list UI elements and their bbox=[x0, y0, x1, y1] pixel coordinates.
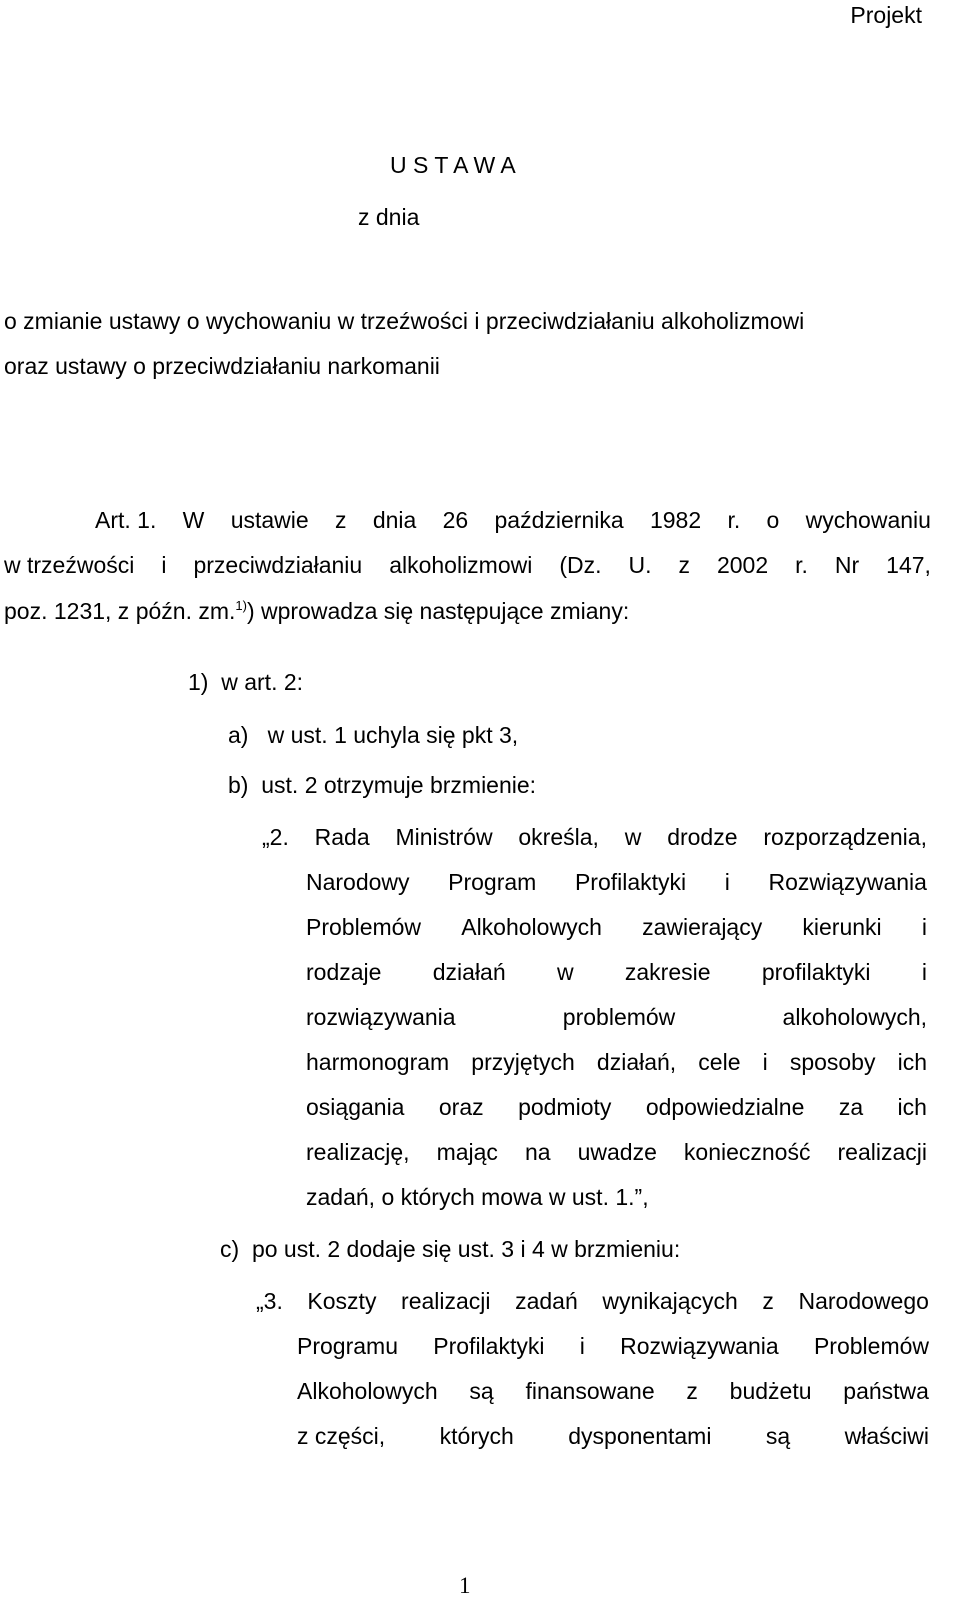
art1-line-1-word: z bbox=[335, 507, 347, 533]
ust2-line-2-word: Profilaktyki bbox=[574, 869, 687, 895]
ust3-line-3-word: Alkoholowych bbox=[297, 1378, 438, 1404]
ust2-line-2-word: i bbox=[724, 869, 730, 895]
ust3-line-1-word: Narodowego bbox=[798, 1288, 929, 1314]
act-title: U S T A W A bbox=[390, 152, 516, 178]
point-1: 1) w art. 2: bbox=[188, 669, 304, 695]
ust2-line-7-word: ich bbox=[897, 1094, 927, 1120]
art1-line-1-word: ustawie bbox=[230, 507, 309, 533]
art1-line-1 bbox=[95, 505, 931, 535]
art1-line-2-word: w trzeźwości bbox=[4, 552, 135, 578]
ust3-line-1-word: z bbox=[762, 1288, 774, 1314]
art1-line-2-word: 147, bbox=[886, 552, 931, 578]
art1-line-1-word: 1982 bbox=[649, 507, 702, 533]
art1-line-2-word: (Dz. bbox=[559, 552, 602, 578]
art1-line-1-word: wychowaniu bbox=[805, 507, 931, 533]
page-number: 1 bbox=[459, 1573, 471, 1598]
ust3-line-2-word: Rozwiązywania bbox=[620, 1333, 779, 1359]
ust3-line-4-word: których bbox=[439, 1423, 514, 1449]
ust2-line-5-word: rozwiązywania bbox=[306, 1004, 456, 1030]
point-1-c: c) po ust. 2 dodaje się ust. 3 i 4 w brzmieniu: bbox=[220, 1236, 681, 1262]
ust2-line-1-word: określa, bbox=[518, 824, 599, 850]
ust3-line-3-word: z bbox=[686, 1378, 698, 1404]
ust2-line-2-word: Program bbox=[448, 869, 537, 895]
ust2-line-2 bbox=[306, 867, 927, 897]
ust2-line-4 bbox=[306, 957, 927, 987]
ust3-line-4-word: z części, bbox=[297, 1423, 386, 1449]
ust2-line-6 bbox=[306, 1047, 927, 1077]
ust3-line-3 bbox=[297, 1376, 929, 1406]
ust2-line-3 bbox=[306, 912, 927, 942]
point-1-a: a) w ust. 1 uchyla się pkt 3, bbox=[228, 722, 519, 748]
ust2-line-8-word: mając bbox=[436, 1139, 498, 1165]
ust3-line-1 bbox=[256, 1286, 929, 1316]
ust2-line-7-word: podmioty bbox=[518, 1094, 612, 1120]
ust2-line-6-word: i bbox=[762, 1049, 768, 1075]
ust3-line-3-word: budżetu bbox=[729, 1378, 812, 1404]
ust2-line-5-word: alkoholowych, bbox=[782, 1004, 927, 1030]
ust2-line-8-word: konieczność bbox=[683, 1139, 811, 1165]
ust2-line-3-word: zawierający bbox=[642, 914, 763, 940]
ust3-line-4 bbox=[297, 1421, 929, 1451]
act-subject-line-1: o zmianie ustawy o wychowaniu w trzeźwości i przeciwdziałaniu alkoholizmowi bbox=[4, 308, 805, 334]
ust3-line-4-word: właściwi bbox=[844, 1423, 929, 1449]
ust3-line-1-word: „3. bbox=[256, 1288, 283, 1314]
ust2-line-6-word: harmonogram bbox=[306, 1049, 450, 1075]
ust2-line-7-word: za bbox=[838, 1094, 864, 1120]
art1-line-2-word: alkoholizmowi bbox=[389, 552, 533, 578]
ust3-line-3-word: finansowane bbox=[525, 1378, 655, 1404]
art1-line-3-rest: ) wprowadza się następujące zmiany: bbox=[246, 598, 630, 624]
ust3-line-4-word: dysponentami bbox=[568, 1423, 712, 1449]
ust3-line-2-word: Programu bbox=[297, 1333, 398, 1359]
ust2-line-1-word: drodze bbox=[667, 824, 738, 850]
ust2-line-5-word: problemów bbox=[562, 1004, 676, 1030]
ust3-line-3-word: są bbox=[469, 1378, 494, 1404]
ust2-line-1-word: rozporządzenia, bbox=[763, 824, 927, 850]
ust2-line-4-word: w bbox=[556, 959, 574, 985]
ust2-line-7-word: oraz bbox=[438, 1094, 484, 1120]
ust3-line-4-word: są bbox=[765, 1423, 791, 1449]
ust3-line-2-word: Problemów bbox=[813, 1333, 929, 1359]
art1-line-1-word: października bbox=[494, 507, 624, 533]
ust3-line-1-word: zadań bbox=[515, 1288, 578, 1314]
ust2-line-1-word: Ministrów bbox=[395, 824, 493, 850]
ust2-line-2-word: Narodowy bbox=[306, 869, 410, 895]
ust2-line-4-word: i bbox=[921, 959, 927, 985]
art1-line-1-word: o bbox=[766, 507, 780, 533]
ust2-line-6-word: ich bbox=[897, 1049, 927, 1075]
ust2-line-3-word: kierunki bbox=[802, 914, 882, 940]
ust2-line-8-word: uwadze bbox=[577, 1139, 657, 1165]
ust3-line-2-word: Profilaktyki bbox=[433, 1333, 545, 1359]
ust2-line-6-word: działań, bbox=[596, 1049, 677, 1075]
ust3-line-1-word: Koszty bbox=[307, 1288, 377, 1314]
ust2-line-8-word: realizacji bbox=[837, 1139, 927, 1165]
project-label: Projekt bbox=[850, 2, 922, 28]
act-subject-line-2: oraz ustawy o przeciwdziałaniu narkomanii bbox=[4, 353, 440, 379]
ust2-line-4-word: profilaktyki bbox=[761, 959, 871, 985]
ust2-line-1-word: Rada bbox=[314, 824, 370, 850]
art1-line-2-word: i bbox=[161, 552, 167, 578]
ust2-line-5 bbox=[306, 1002, 927, 1032]
ust2-line-7-word: osiągania bbox=[306, 1094, 405, 1120]
art1-line-2 bbox=[4, 550, 931, 580]
art1-line-2-word: z bbox=[678, 552, 690, 578]
art1-line-1-word: r. bbox=[727, 507, 741, 533]
art1-line-2-word: 2002 bbox=[716, 552, 769, 578]
ust2-line-8-word: na bbox=[524, 1139, 551, 1165]
footnote-ref: 1) bbox=[235, 598, 247, 613]
point-1-b: b) ust. 2 otrzymuje brzmienie: bbox=[228, 772, 537, 798]
ust2-line-3-word: i bbox=[921, 914, 927, 940]
ust2-line-4-word: rodzaje bbox=[306, 959, 382, 985]
ust2-line-4-word: zakresie bbox=[624, 959, 711, 985]
ust3-line-2 bbox=[297, 1331, 929, 1361]
art1-line-2-word: przeciwdziałaniu bbox=[193, 552, 363, 578]
art1-line-3 bbox=[4, 596, 629, 626]
act-date: z dnia bbox=[358, 204, 420, 230]
art1-line-2-word: Nr bbox=[834, 552, 860, 578]
art1-line-3-text: poz. 1231, z późn. zm. bbox=[4, 598, 236, 624]
ust2-line-8-word: realizację, bbox=[306, 1139, 410, 1165]
ust3-line-2-word: i bbox=[579, 1333, 585, 1359]
ust2-line-1-word: „2. bbox=[262, 824, 289, 850]
art1-line-1-word: W bbox=[182, 507, 205, 533]
ust3-line-1-word: wynikających bbox=[602, 1288, 738, 1314]
ust2-line-6-word: cele bbox=[698, 1049, 741, 1075]
art1-line-1-word: dnia bbox=[372, 507, 417, 533]
ust2-line-6-word: przyjętych bbox=[471, 1049, 575, 1075]
art1-line-2-word: U. bbox=[628, 552, 652, 578]
ust2-line-7 bbox=[306, 1092, 927, 1122]
art1-line-1-word: 26 bbox=[442, 507, 469, 533]
ust2-line-2-word: Rozwiązywania bbox=[768, 869, 927, 895]
ust2-line-1-word: w bbox=[624, 824, 642, 850]
art1-line-2-word: r. bbox=[795, 552, 808, 578]
art1-line-1-word: Art. 1. bbox=[95, 507, 157, 533]
ust2-line-8 bbox=[306, 1137, 927, 1167]
ust2-line-1 bbox=[262, 822, 927, 852]
ust2-line-3-word: Problemów bbox=[306, 914, 422, 940]
ust2-line-6-word: sposoby bbox=[789, 1049, 876, 1075]
ust2-line-9: zadań, o których mowa w ust. 1.”, bbox=[306, 1184, 649, 1210]
ust2-line-4-word: działań bbox=[432, 959, 506, 985]
ust3-line-3-word: państwa bbox=[843, 1378, 929, 1404]
ust3-line-1-word: realizacji bbox=[401, 1288, 491, 1314]
ust2-line-7-word: odpowiedzialne bbox=[645, 1094, 805, 1120]
ust2-line-3-word: Alkoholowych bbox=[461, 914, 602, 940]
